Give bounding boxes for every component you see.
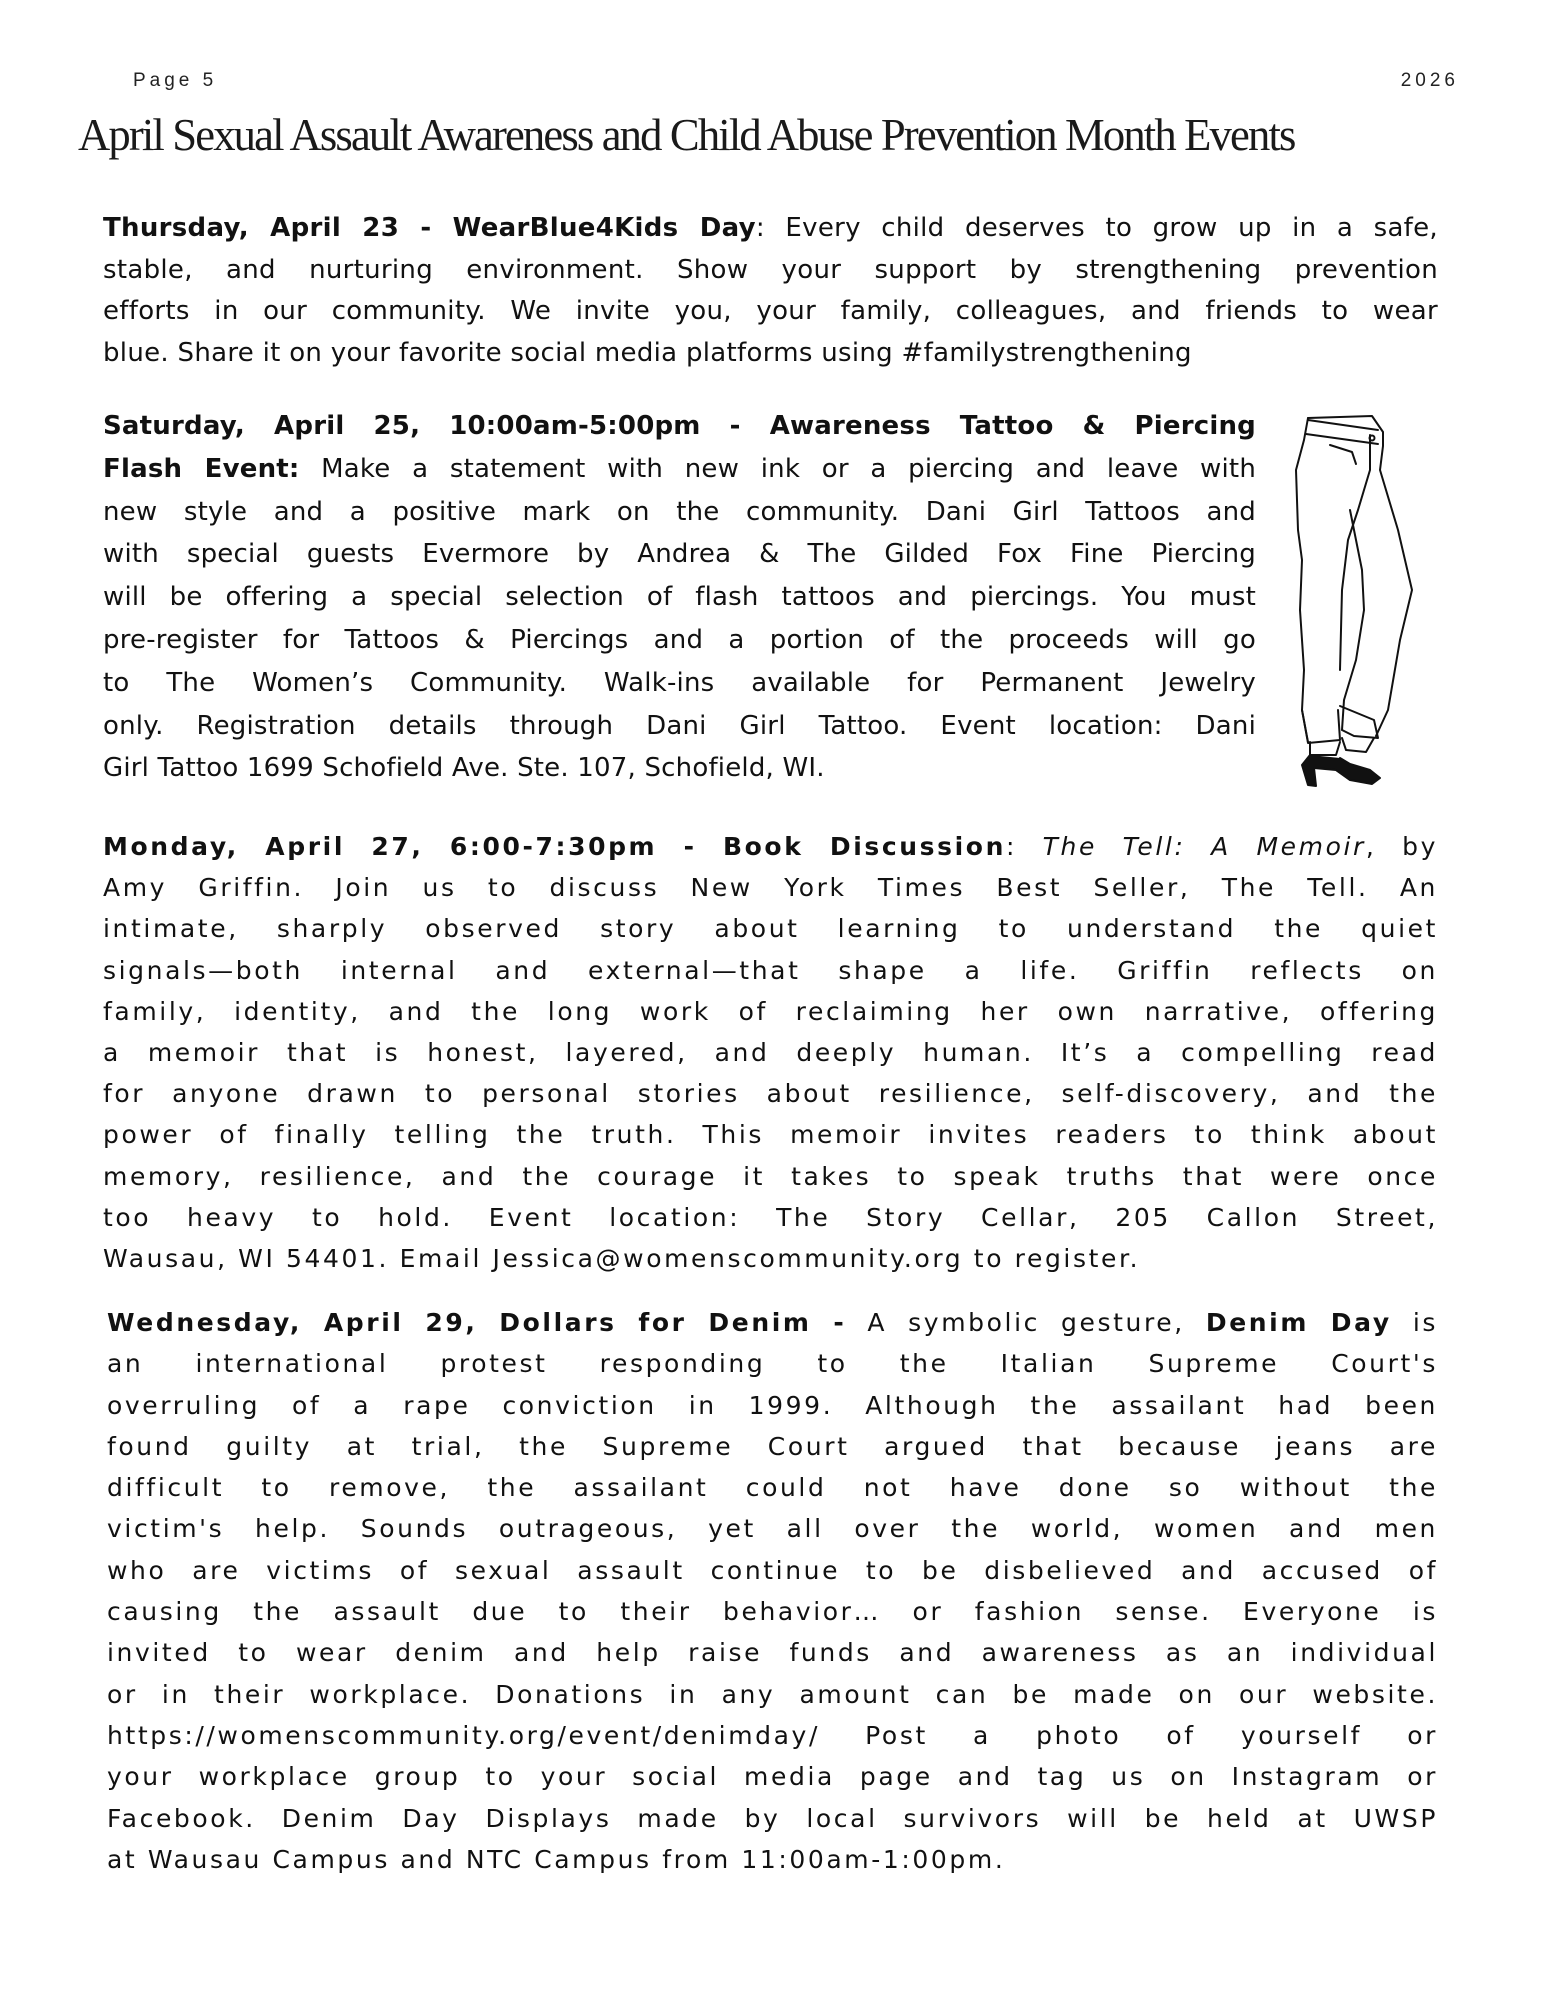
body-text: to The Women’s Community. Walk-ins available for Permanent Jewelry	[103, 667, 1256, 698]
text-line-content	[107, 1591, 1438, 1632]
text-line	[107, 1591, 1438, 1632]
text-line	[103, 1238, 1438, 1279]
text-line	[103, 491, 1256, 534]
body-text: intimate, sharply observed story about learning to understand the quiet	[103, 914, 1438, 944]
body-text: new style and a positive mark on the community. Dani Girl Tattoos and	[103, 496, 1256, 527]
text-line	[107, 1839, 1438, 1880]
body-text: Amy Griffin. Join us to discuss New York Times Best Seller, The Tell. An	[103, 873, 1438, 903]
text-line-content	[107, 1715, 1438, 1756]
text-line-content	[107, 1343, 1438, 1384]
text-line-content	[103, 1156, 1438, 1197]
body-text: too heavy to hold. Event location: The Story Cellar, 205 Callon Street,	[103, 1202, 1438, 1232]
text-line	[103, 1156, 1438, 1197]
book-title: The Tell: A Memoir	[1042, 832, 1366, 861]
text-line	[103, 1114, 1438, 1155]
page-title: April Sexual Assault Awareness and Child Abuse Prevention Month Events	[78, 109, 1295, 160]
text-line	[107, 1632, 1438, 1673]
body-text: your workplace group to your social media page and tag us on Instagram or	[107, 1762, 1438, 1792]
body-text: found guilty at trial, the Supreme Court argued that because jeans are	[107, 1431, 1438, 1461]
text-line	[107, 1385, 1438, 1426]
text-line	[107, 1756, 1438, 1797]
text-line	[107, 1302, 1438, 1343]
event-monday-book-discussion	[103, 826, 1438, 1279]
text-line-content	[103, 333, 1438, 375]
text-line	[103, 867, 1438, 908]
body-text: an international protest responding to the Italian Supreme Court's	[107, 1349, 1438, 1379]
body-text: Wausau, WI 54401. Email Jessica@womenscommunity.org to register.	[103, 1243, 1141, 1273]
event-heading: Wednesday, April 29, Dollars for Denim -	[107, 1308, 847, 1337]
body-text: a memoir that is honest, layered, and deeply human. It’s a compelling read	[103, 1037, 1438, 1067]
body-text: signals—both internal and external—that shape a life. Griffin reflects on	[103, 955, 1438, 985]
text-line-content	[107, 1426, 1438, 1467]
text-line-content	[103, 826, 1438, 867]
body-text: Facebook. Denim Day Displays made by local survivors will be held at UWSP	[107, 1803, 1438, 1833]
text-line-content	[107, 1839, 1438, 1880]
body-text: , by	[1365, 832, 1438, 861]
text-line	[103, 991, 1438, 1032]
text-line-content	[103, 1114, 1438, 1155]
text-line	[107, 1508, 1438, 1549]
text-line-content	[103, 1197, 1438, 1238]
body-text: for anyone drawn to personal stories about resilience, self-discovery, and the	[103, 1079, 1438, 1109]
body-text: who are victims of sexual assault continue to be disbelieved and accused of	[107, 1555, 1438, 1585]
text-line-content	[103, 576, 1256, 619]
body-text: causing the assault due to their behavior… or fashion sense. Everyone is	[107, 1597, 1438, 1627]
body-text: power of finally telling the truth. This memoir invites readers to think about	[103, 1120, 1438, 1150]
body-text: stable, and nurturing environment. Show your support by strengthening prevention	[103, 254, 1438, 285]
text-line-content	[107, 1385, 1438, 1426]
text-line	[107, 1798, 1438, 1839]
text-line	[107, 1715, 1438, 1756]
text-line	[107, 1550, 1438, 1591]
text-line-content	[103, 208, 1438, 250]
text-line-content	[103, 533, 1256, 576]
body-text: family, identity, and the long work of reclaiming her own narrative, offering	[103, 996, 1438, 1026]
text-line	[103, 333, 1438, 375]
body-text: victim's help. Sounds outrageous, yet all over the world, women and men	[107, 1514, 1438, 1544]
text-line	[103, 1032, 1438, 1073]
text-line	[103, 405, 1256, 448]
event-heading: Monday, April 27, 6:00-7:30pm - Book Discussion	[103, 832, 1006, 861]
text-line	[107, 1467, 1438, 1508]
text-line	[103, 950, 1438, 991]
text-line	[103, 826, 1438, 867]
event-wednesday-dollars-for-denim	[107, 1302, 1438, 1880]
text-line-content	[107, 1302, 1438, 1343]
text-line	[103, 662, 1256, 705]
event-saturday-tattoo-flash	[103, 405, 1256, 790]
text-line	[103, 705, 1256, 748]
body-text: at Wausau Campus and NTC Campus from 11:00am-1:00pm.	[107, 1844, 1006, 1874]
text-line	[107, 1674, 1438, 1715]
text-line-content	[103, 1073, 1438, 1114]
text-line-content	[103, 991, 1438, 1032]
body-text: pre-register for Tattoos & Piercings and a portion of the proceeds will go	[103, 624, 1256, 655]
text-line	[103, 908, 1438, 949]
event-heading: Denim Day	[1205, 1308, 1392, 1337]
body-text: with special guests Evermore by Andrea & The Gilded Fox Fine Piercing	[103, 539, 1256, 570]
body-text: invited to wear denim and help raise funds and awareness as an individual	[107, 1638, 1438, 1668]
text-line	[103, 448, 1256, 491]
text-line-content	[103, 705, 1256, 748]
text-line-content	[103, 908, 1438, 949]
text-line-content	[107, 1674, 1438, 1715]
text-line-content	[103, 250, 1438, 292]
body-text: memory, resilience, and the courage it takes to speak truths that were once	[103, 1161, 1438, 1191]
text-line	[107, 1343, 1438, 1384]
body-text: difficult to remove, the assailant could not have done so without the	[107, 1473, 1438, 1503]
text-line-content	[107, 1798, 1438, 1839]
text-line-content	[103, 867, 1438, 908]
text-line-content	[103, 950, 1438, 991]
text-line-content	[103, 291, 1438, 333]
text-line	[103, 619, 1256, 662]
text-line	[103, 747, 1256, 790]
text-line	[103, 291, 1438, 333]
page-number: Page 5	[133, 70, 218, 91]
text-line-content	[103, 747, 1256, 790]
body-text: https://womenscommunity.org/event/denimday/ Post a photo of yourself or	[107, 1720, 1438, 1750]
text-line-content	[103, 619, 1256, 662]
body-text: will be offering a special selection of flash tattoos and piercings. You must	[103, 582, 1256, 613]
body-text: Make a statement with new ink or a piercing and leave with	[299, 453, 1256, 484]
text-line	[103, 208, 1438, 250]
text-line	[103, 576, 1256, 619]
jeans-with-heels-sketch-icon	[1290, 410, 1425, 788]
text-line-content	[103, 491, 1256, 534]
text-line	[103, 1073, 1438, 1114]
event-heading: Saturday, April 25, 10:00am-5:00pm - Awareness Tattoo & Piercing	[103, 411, 1256, 441]
body-text: is	[1391, 1308, 1438, 1337]
text-line-content	[103, 448, 1256, 491]
body-text: only. Registration details through Dani Girl Tattoo. Event location: Dani	[103, 710, 1256, 741]
text-line-content	[103, 1238, 1438, 1279]
body-text: overruling of a rape conviction in 1999. Although the assailant had been	[107, 1390, 1438, 1420]
event-thursday-wearblue4kids	[103, 208, 1438, 374]
text-line-content	[107, 1550, 1438, 1591]
text-line-content	[107, 1467, 1438, 1508]
body-text: :	[1005, 832, 1043, 861]
text-line-content	[103, 662, 1256, 705]
text-line	[103, 250, 1438, 292]
text-line	[107, 1426, 1438, 1467]
text-line-content	[107, 1756, 1438, 1797]
text-line-content	[103, 1032, 1438, 1073]
body-text: or in their workplace. Donations in any amount can be made on our website.	[107, 1679, 1438, 1709]
body-text: : Every child deserves to grow up in a safe,	[755, 213, 1438, 243]
body-text: Girl Tattoo 1699 Schofield Ave. Ste. 107, Schofield, WI.	[103, 753, 825, 784]
body-text: A symbolic gesture,	[846, 1308, 1206, 1337]
text-line-content	[103, 405, 1256, 448]
body-text: efforts in our community. We invite you, your family, colleagues, and friends to wear	[103, 296, 1438, 326]
year-label: 2026	[1400, 70, 1459, 91]
body-text: blue. Share it on your favorite social media platforms using #familystrengthening	[103, 337, 1192, 368]
text-line-content	[107, 1508, 1438, 1549]
text-line-content	[107, 1632, 1438, 1673]
text-line	[103, 533, 1256, 576]
text-line	[103, 1197, 1438, 1238]
event-heading: Flash Event:	[103, 453, 300, 484]
event-heading: Thursday, April 23 - WearBlue4Kids Day	[103, 213, 756, 243]
